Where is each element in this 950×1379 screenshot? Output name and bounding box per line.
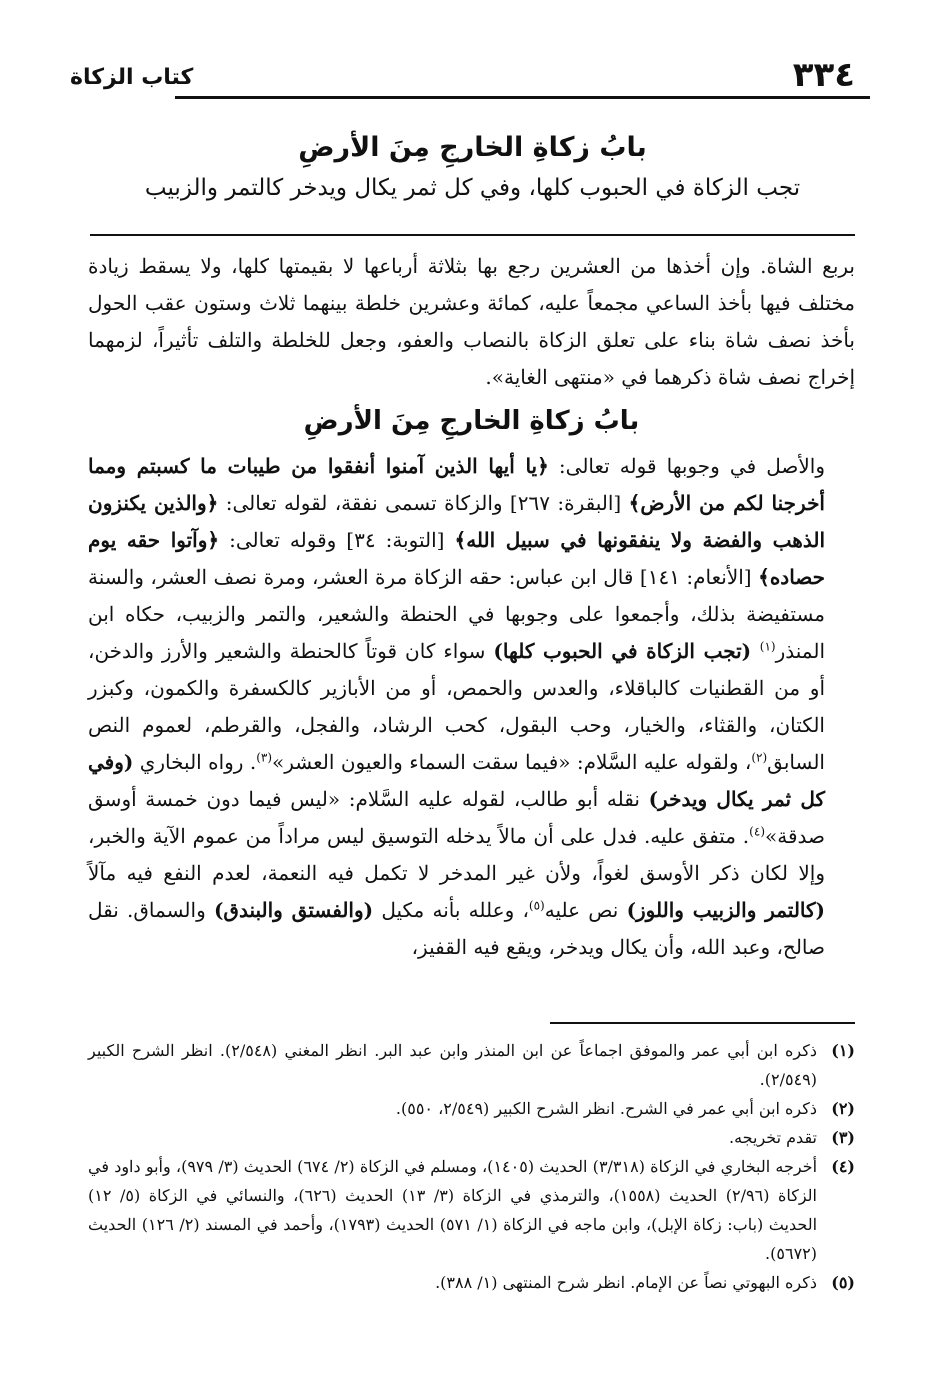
text-run: نص عليه — [544, 898, 627, 922]
text-run: . متفق عليه. فدل على أن مالاً يدخله التوسيق ليس مراداً من عموم الآية والخبر، وإلا لكان ذكر الأوسق لغواً، ولأن غير المدخر لا تكمل فيه النعمة، لعدم النفع فيه مآلاً — [88, 824, 825, 885]
footnote-number: (٤) — [831, 1157, 855, 1176]
paragraph-continuation: بربع الشاة. وإن أخذها من العشرين رجع بها بثلاثة أرباعها لا بقيمتها كلها، ولا يسقط زيادة مختلف فيها بأخذ الساعي مجمعاً عليه، كمائة وعشرين خلطة بينهما ثلاث وستون عقب الحول بأخذ نصف شاة بناء على تعلق الزكاة بالنصاب والعفو، وجعل للخلطة والتلف تأثيراً، لزمهما إخراج نصف شاة ذكرهما في «منتهى الغاية». — [88, 254, 855, 389]
footnote-ref-2[interactable]: (٢) — [751, 750, 768, 765]
matn-quote: (تجب الزكاة في الحبوب كلها) — [493, 639, 760, 663]
section-heading: بابُ زكاةِ الخارجِ مِنَ الأرضِ — [303, 406, 640, 436]
footnote-number: (٢) — [831, 1099, 855, 1118]
footnote-text: ذكره البهوتي نصاً عن الإمام. انظر شرح المنتهى (١/ ٣٨٨). — [435, 1273, 817, 1292]
footnote-item — [88, 1152, 855, 1268]
matn-text: تجب الزكاة في الحبوب كلها، وفي كل ثمر يكال ويدخر كالتمر والزبيب — [144, 175, 801, 201]
footnotes — [88, 1036, 855, 1297]
text-run: ، ولقوله عليه السَّلام: «فيما سقت السماء والعيون العشر» — [272, 750, 752, 774]
footnote-divider — [550, 1022, 855, 1024]
footnote-number: (١) — [831, 1041, 855, 1060]
footnote-text: أخرجه البخاري في الزكاة (٣/٣١٨) الحديث (١٤٠٥)، ومسلم في الزكاة (٢/ ٦٧٤) الحديث (٣/ ٩٧٩)، وأبو داود في الزكاة (٢/٩٦) الحديث (١٥٥٨)، والترمذي في الزكاة (٣/ ١٣) الحديث (٦٢٦)، والنسائي في الزكاة (٥/ ١٢) الحديث (باب: زكاة الإبل)، وابن ماجه في الزكاة (١/ ٥٧١) الحديث (١٧٩٣)، وأحمد في المسند (٢/ ١٢٦) الحديث (٥٦٧٢). — [88, 1157, 818, 1263]
text-run: [التوبة: ٣٤] وقوله تعالى: — [219, 528, 455, 552]
header-divider — [175, 96, 870, 99]
matn-quote: (كالتمر والزبيب واللوز) — [626, 898, 825, 922]
text-run: نقله أبو طالب، لقوله عليه السَّلام: «ليس فيما دون خمسة أوسق صدقة» — [88, 787, 825, 848]
matn-quote: (والفستق والبندق) — [213, 898, 374, 922]
footnote-number: (٣) — [831, 1128, 855, 1147]
matn-block — [90, 128, 855, 208]
text-run: ، وعلله بأنه مكيل — [373, 898, 529, 922]
matn-divider — [90, 234, 855, 236]
matn-quote: (وفي كل ثمر يكال ويدخر) — [88, 750, 825, 811]
quran-verse: ﴿وآتوا حقه يوم حصاده﴾ — [88, 528, 825, 589]
paragraph-main — [88, 448, 855, 966]
quran-verse: ﴿والذين يكنزون الذهب والفضة ولا ينفقونها في سبيل الله﴾ — [88, 491, 825, 552]
footnote-item — [88, 1036, 855, 1094]
text-run: [الأنعام: ١٤١] قال ابن عباس: حقه الزكاة مرة العشر، ومرة نصف العشر، والسنة مستفيضة بذلك، وأجمعوا على وجوبها في الحنطة والشعير، والتمر والزبيب، حكاه ابن المنذر — [88, 565, 825, 663]
text-run: والأصل في وجوبها قوله تعالى: — [548, 454, 825, 478]
commentary-body — [88, 248, 855, 966]
footnote-number: (٥) — [831, 1273, 855, 1292]
footnote-item — [88, 1268, 855, 1297]
footnote-ref-3[interactable]: (٣) — [256, 750, 273, 765]
footnote-ref-4[interactable]: (٤) — [749, 824, 765, 839]
matn-heading: بابُ زكاةِ الخارجِ مِنَ الأرضِ — [298, 132, 647, 163]
text-run: والسماق. نقل صالح، وعبد الله، وأن يكال ويدخر، ويقع فيه القفيز، — [88, 898, 825, 959]
footnote-ref-1[interactable]: (١) — [759, 639, 776, 654]
footnote-text: تقدم تخريجه. — [729, 1128, 817, 1147]
page-number: ٣٣٤ — [792, 55, 855, 95]
text-run: . رواه البخاري — [133, 750, 257, 774]
text-run: سواء كان قوتاً كالحنطة والشعير والأرز والدخن، أو من القطنيات كالباقلاء، والعدس والحمص، أو من الأبازير كالكسفرة والكمون، وكبزر الكتان، والقثاء، والخيار، وحب البقول، كحب الرشاد، والفجل، والقرطم، لعموم النص السابق — [88, 639, 826, 774]
footnote-text: ذكره ابن أبي عمر في الشرح. انظر الشرح الكبير (٢/٥٤٩، ٥٥٠). — [395, 1099, 817, 1118]
text-run: [البقرة: ٢٦٧] والزكاة تسمى نفقة، لقوله تعالى: — [218, 491, 629, 515]
footnote-item — [88, 1123, 855, 1152]
running-header — [70, 55, 855, 99]
book-title: كتاب الزكاة — [70, 65, 194, 90]
footnote-item — [88, 1094, 855, 1123]
footnote-text: ذكره ابن أبي عمر والموفق اجماعاً عن ابن المنذر وابن عبد البر. انظر المغني (٢/٥٤٨). انظر الشرح الكبير (٢/٥٤٩). — [88, 1041, 818, 1089]
quran-verse: ﴿يا أيها الذين آمنوا أنفقوا من طيبات ما كسبتم ومما أخرجنا لكم من الأرض﴾ — [88, 454, 825, 515]
footnote-ref-5[interactable]: (٥) — [528, 898, 545, 913]
